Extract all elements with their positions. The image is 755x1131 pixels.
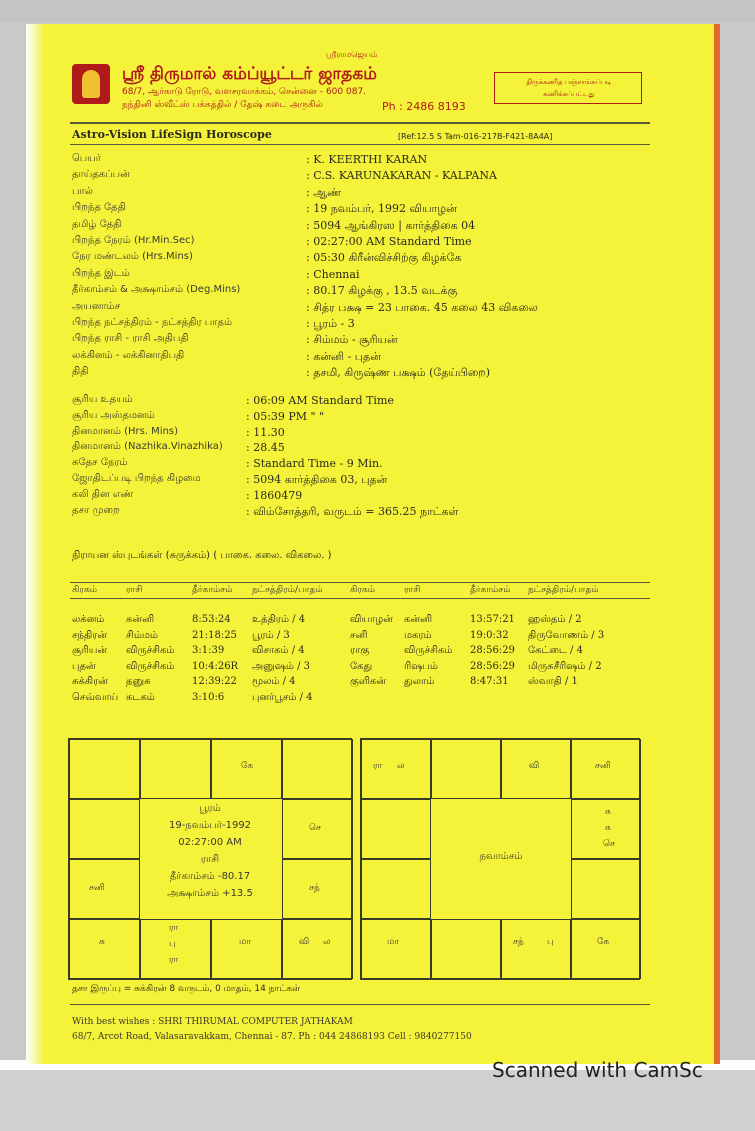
planet-cell: ஹஸ்தம் / 2 xyxy=(528,614,582,625)
planet-cell: கேது xyxy=(350,660,373,672)
timing-value: : 1860479 xyxy=(246,488,303,502)
planet-cell: உத்திரம் / 4 xyxy=(252,614,306,625)
detail-value: : சித்ர பக்ஷ = 23 பாகை. 45 கலை 43 விகலை xyxy=(306,300,538,314)
page-right-shadow xyxy=(714,24,720,1064)
detail-value: : கன்னி - புதன் xyxy=(306,349,381,363)
planet-cell: 13:57:21 xyxy=(470,614,515,625)
planet-column-header: தீர்காம்சம் xyxy=(470,585,511,595)
header-divider xyxy=(70,122,650,124)
rasi-planet-label: சு xyxy=(99,937,105,947)
planet-cell: புனர்பூசம் / 4 xyxy=(252,692,313,703)
planet-cell: வியாழன் xyxy=(350,614,393,625)
navamsa-house-cell xyxy=(361,859,431,919)
rasi-planet-label: பு xyxy=(169,939,176,949)
detail-label: பிறந்த இடம் xyxy=(72,267,130,279)
planet-cell: விசாகம் / 4 xyxy=(252,645,305,657)
planet-column-header: தீர்காம்சம் xyxy=(192,585,233,595)
planet-cell: விருச்சிகம் xyxy=(404,645,453,657)
rasi-house-cell xyxy=(69,799,140,859)
rasi-planet-label: ரா xyxy=(169,955,179,965)
navamsa-chart-label: நவாம்சம் xyxy=(479,851,523,862)
planet-cell: 28:56:29 xyxy=(470,645,515,657)
navamsa-planet-label: சந் xyxy=(513,937,524,947)
detail-value: : K. KEERTHI KARAN xyxy=(306,153,428,166)
rasi-planet-label: வி xyxy=(299,937,310,947)
timing-value: : 28.45 xyxy=(246,441,285,455)
planet-cell: 8:47:31 xyxy=(470,676,509,688)
footer-wishes: With best wishes : SHRI THIRUMAL COMPUTER JATHAKAM xyxy=(72,1017,353,1027)
company-phone: Ph : 2486 8193 xyxy=(382,100,466,113)
timing-label: தினமானம் (Hrs. Mins) xyxy=(72,425,179,437)
calculation-note-line2: கணிக்கப்பட்டது xyxy=(543,90,595,98)
software-name: Astro-Vision LifeSign Horoscope xyxy=(72,128,272,141)
detail-label: பால் xyxy=(72,185,93,197)
timing-value: : 5094 கார்த்திகை 03, புதன் xyxy=(246,473,388,486)
timing-value: : 06:09 AM Standard Time xyxy=(246,394,394,407)
footer-address: 68/7, Arcot Road, Valasaravakkam, Chennai - 87. Ph : 044 24868193 Cell : 9840277150 xyxy=(72,1032,472,1042)
planet-cell: 8:53:24 xyxy=(192,614,231,625)
navamsa-house-cell xyxy=(431,739,501,799)
navamsa-house-cell xyxy=(501,919,571,979)
planet-table-top-rule xyxy=(70,582,650,583)
detail-value: : சிம்மம் - சூரியன் xyxy=(306,333,398,347)
timing-value: : Standard Time - 9 Min. xyxy=(246,457,383,471)
detail-label: தீர்காம்சம் & அக்ஷாம்சம் (Deg.Mins) xyxy=(72,284,241,296)
planet-cell: சூரியன் xyxy=(72,645,108,657)
timing-label: கலி தின எண் xyxy=(72,488,134,500)
planet-cell: செவ்வாய் xyxy=(72,692,119,703)
rasi-house-cell xyxy=(69,739,140,799)
horoscope-page xyxy=(26,24,720,1064)
navamsa-planet-label: ரா xyxy=(373,761,383,771)
planet-cell: மிருகசீரிஷம் / 2 xyxy=(528,660,602,672)
rasi-center-line: ராசி xyxy=(200,854,220,865)
navamsa-house-cell xyxy=(571,859,641,919)
planet-column-header: நட்சத்திரம்/பாதம் xyxy=(252,585,323,595)
detail-label: பிறந்த தேதி xyxy=(72,202,126,214)
planet-cell: கடகம் xyxy=(126,692,155,703)
company-address: 68/7, ஆர்காடு ரோடு, வளசரவாக்கம், சென்னை - 600 087. xyxy=(122,87,367,97)
company-title: ஸ்ரீ திருமால் கம்ப்யூட்டர் ஜாதகம் xyxy=(122,64,377,84)
rasi-house-cell xyxy=(282,919,353,979)
planet-cell: கன்னி xyxy=(404,614,433,625)
planet-cell: 3:10:6 xyxy=(192,692,225,703)
navamsa-planet-label: ல xyxy=(397,761,405,771)
detail-label: பிறந்த நட்சத்திரம் - நட்சத்திர பாதம் xyxy=(72,317,233,328)
planet-cell: 28:56:29 xyxy=(470,660,515,672)
rasi-center-line: 02:27:00 AM xyxy=(178,837,242,848)
detail-label: பிறந்த ராசி - ராசி அதிபதி xyxy=(72,333,189,345)
planet-cell: மகரம் xyxy=(404,629,432,641)
rasi-house-cell xyxy=(140,739,211,799)
planet-cell: திருவோணம் / 3 xyxy=(528,629,605,641)
navamsa-planet-label: பு xyxy=(547,937,554,947)
temple-logo-icon xyxy=(72,64,110,104)
rasi-house-cell xyxy=(69,919,140,979)
planet-cell: லக்னம் xyxy=(72,614,105,625)
planet-cell: புதன் xyxy=(72,660,96,672)
planet-cell: ராகு xyxy=(350,645,370,657)
planet-cell: கேட்டை / 4 xyxy=(528,645,583,657)
company-landmark: நந்தினி ஸ்வீட்ஸ் பக்கத்தில் / தேஷ் கடை அருகில் xyxy=(122,100,323,110)
planet-cell: 12:39:22 xyxy=(192,676,237,688)
planet-cell: 10:4:26R xyxy=(192,660,239,672)
timing-label: தசா முறை xyxy=(72,504,120,516)
timing-value: : 11.30 xyxy=(246,425,285,439)
timing-value: : 05:39 PM " " xyxy=(246,409,325,423)
timing-label: ஜோதிடப்படி பிறந்த கிழமை xyxy=(72,473,201,484)
planet-section-title: நிராயன ஸ்புடங்கள் (சுருக்கம்) ( பாகை. கலை. விகலை. ) xyxy=(72,550,332,561)
planet-cell: துலாம் xyxy=(404,676,435,688)
navamsa-house-cell xyxy=(571,919,641,979)
detail-value: : C.S. KARUNAKARAN - KALPANA xyxy=(306,169,497,183)
navamsa-house-cell xyxy=(361,739,431,799)
page-left-edge xyxy=(26,24,44,1064)
rasi-center-line: தீர்காம்சம் -80.17 xyxy=(169,871,251,882)
rasi-chart-center xyxy=(139,799,281,919)
timing-label: தினமானம் (Nazhika.Vinazhika) xyxy=(72,441,223,453)
timing-value: : விம்சோத்தரி, வருடம் = 365.25 நாட்கள் xyxy=(246,504,459,518)
detail-value: : ஆண் xyxy=(306,185,342,199)
rasi-house-cell xyxy=(282,739,353,799)
planet-cell: 19:0:32 xyxy=(470,629,509,641)
rasi-planet-label: ரா xyxy=(169,923,179,933)
navamsa-planet-label: செ xyxy=(603,839,615,849)
detail-value: : 19 நவம்பர், 1992 வியாழன் xyxy=(306,202,457,216)
navamsa-planet-label: மா xyxy=(387,937,399,947)
detail-label: பிறந்த நேரம் (Hr.Min.Sec) xyxy=(72,235,195,246)
timing-label: சுதேச நேரம் xyxy=(72,457,128,469)
detail-value: : Chennai xyxy=(306,267,360,281)
planet-cell: சிம்மம் xyxy=(126,629,158,641)
detail-label: அயனாம்ச xyxy=(72,300,121,312)
detail-value: : பூரம் - 3 xyxy=(306,317,355,330)
rasi-center-line: 19-நவம்பர்-1992 xyxy=(168,820,252,831)
rasi-planet-label: கே xyxy=(241,761,254,771)
planet-cell: பூரம் / 3 xyxy=(252,629,290,641)
detail-value: : 02:27:00 AM Standard Time xyxy=(306,235,472,248)
navamsa-house-cell xyxy=(431,919,501,979)
rasi-planet-label: சனி xyxy=(89,883,105,893)
rasi-planet-label: சந் xyxy=(309,883,320,893)
scanner-watermark: Scanned with CamSc xyxy=(492,1058,703,1082)
detail-label: திதி xyxy=(72,366,89,378)
planet-cell: சந்திரன் xyxy=(72,629,108,641)
rasi-planet-label: ல xyxy=(323,937,331,947)
calculation-note-box xyxy=(494,72,642,104)
navamsa-planet-label: கே xyxy=(597,937,610,947)
planet-cell: ரிஷபம் xyxy=(404,660,438,672)
detail-value: : 80.17 கிழக்கு , 13.5 வடக்கு xyxy=(306,284,458,298)
reference-code: [Ref:12.5 S Tam-016-217B-F421-8A4A] xyxy=(398,132,553,141)
planet-cell: விருச்சிகம் xyxy=(126,645,175,657)
navamsa-planet-label: வி xyxy=(529,761,540,771)
planet-cell: சுக்கிரன் xyxy=(72,676,108,688)
rasi-house-cell xyxy=(211,919,282,979)
planet-cell: தனுசு xyxy=(126,676,151,688)
top-blessing: ஸ்ரீராமஜெயம் xyxy=(326,50,378,59)
planet-cell: மூலம் / 4 xyxy=(252,676,296,688)
planet-column-header: ராசி xyxy=(126,585,143,595)
planet-cell: 3:1:39 xyxy=(192,645,225,657)
subheader-divider xyxy=(70,144,650,145)
rasi-planet-label: செ xyxy=(309,823,321,833)
planet-cell: விருச்சிகம் xyxy=(126,660,175,672)
dasa-balance: தசா இருப்பு = சுக்கிரன் 8 வருடம், 0 மாதம், 14 நாட்கள் xyxy=(72,984,301,994)
footer-divider xyxy=(70,1004,650,1005)
detail-value: : 5094 ஆங்கிரஸ | கார்த்திகை 04 xyxy=(306,218,476,232)
planet-column-header: கிரகம் xyxy=(72,585,98,595)
rasi-chart xyxy=(68,738,352,980)
navamsa-house-cell xyxy=(361,919,431,979)
rasi-center-line: அக்ஷாம்சம் +13.5 xyxy=(167,888,253,899)
detail-label: தமிழ் தேதி xyxy=(72,218,122,230)
detail-label: லக்கினம் - லக்கினாதிபதி xyxy=(72,349,185,361)
planet-cell: 21:18:25 xyxy=(192,629,237,641)
calculation-note-line1: திருக்கணித பஞ்சாங்கப்படி xyxy=(526,78,612,86)
planet-table-header-rule xyxy=(70,598,650,599)
planet-column-header: கிரகம் xyxy=(350,585,376,595)
planet-cell: அனுஷம் / 3 xyxy=(252,660,311,672)
navamsa-house-cell xyxy=(361,799,431,859)
rasi-planet-label: மா xyxy=(239,937,251,947)
planet-column-header: ராசி xyxy=(404,585,421,595)
planet-column-header: நட்சத்திரம்/பாதம் xyxy=(528,585,599,595)
navamsa-planet-label: க xyxy=(605,823,611,833)
navamsa-chart xyxy=(360,738,640,980)
timing-label: சூரிய உதயம் xyxy=(72,394,133,405)
detail-value: : தசமி, கிருஷ்ண பக்ஷம் (தேய்பிறை) xyxy=(306,366,491,380)
detail-label: நேர மண்டலம் (Hrs.Mins) xyxy=(72,251,193,263)
rasi-center-line: பூரம் xyxy=(199,803,221,814)
navamsa-planet-label: சு xyxy=(605,807,611,817)
planet-cell: கன்னி xyxy=(126,614,155,625)
timing-label: சூரிய அஸ்தமனம் xyxy=(72,409,155,421)
navamsa-planet-label: சனி xyxy=(595,761,611,771)
detail-label: பெயர் xyxy=(72,153,102,164)
detail-label: தாய்தகப்பன் xyxy=(72,169,130,181)
detail-value: : 05:30 கிரீன்விச்சிற்கு கிழக்கே xyxy=(306,251,462,265)
planet-cell: சனி xyxy=(350,629,368,641)
planet-cell: குளிகன் xyxy=(350,676,386,688)
top-gray-band xyxy=(0,0,755,22)
planet-cell: ஸ்வாதி / 1 xyxy=(528,676,578,688)
